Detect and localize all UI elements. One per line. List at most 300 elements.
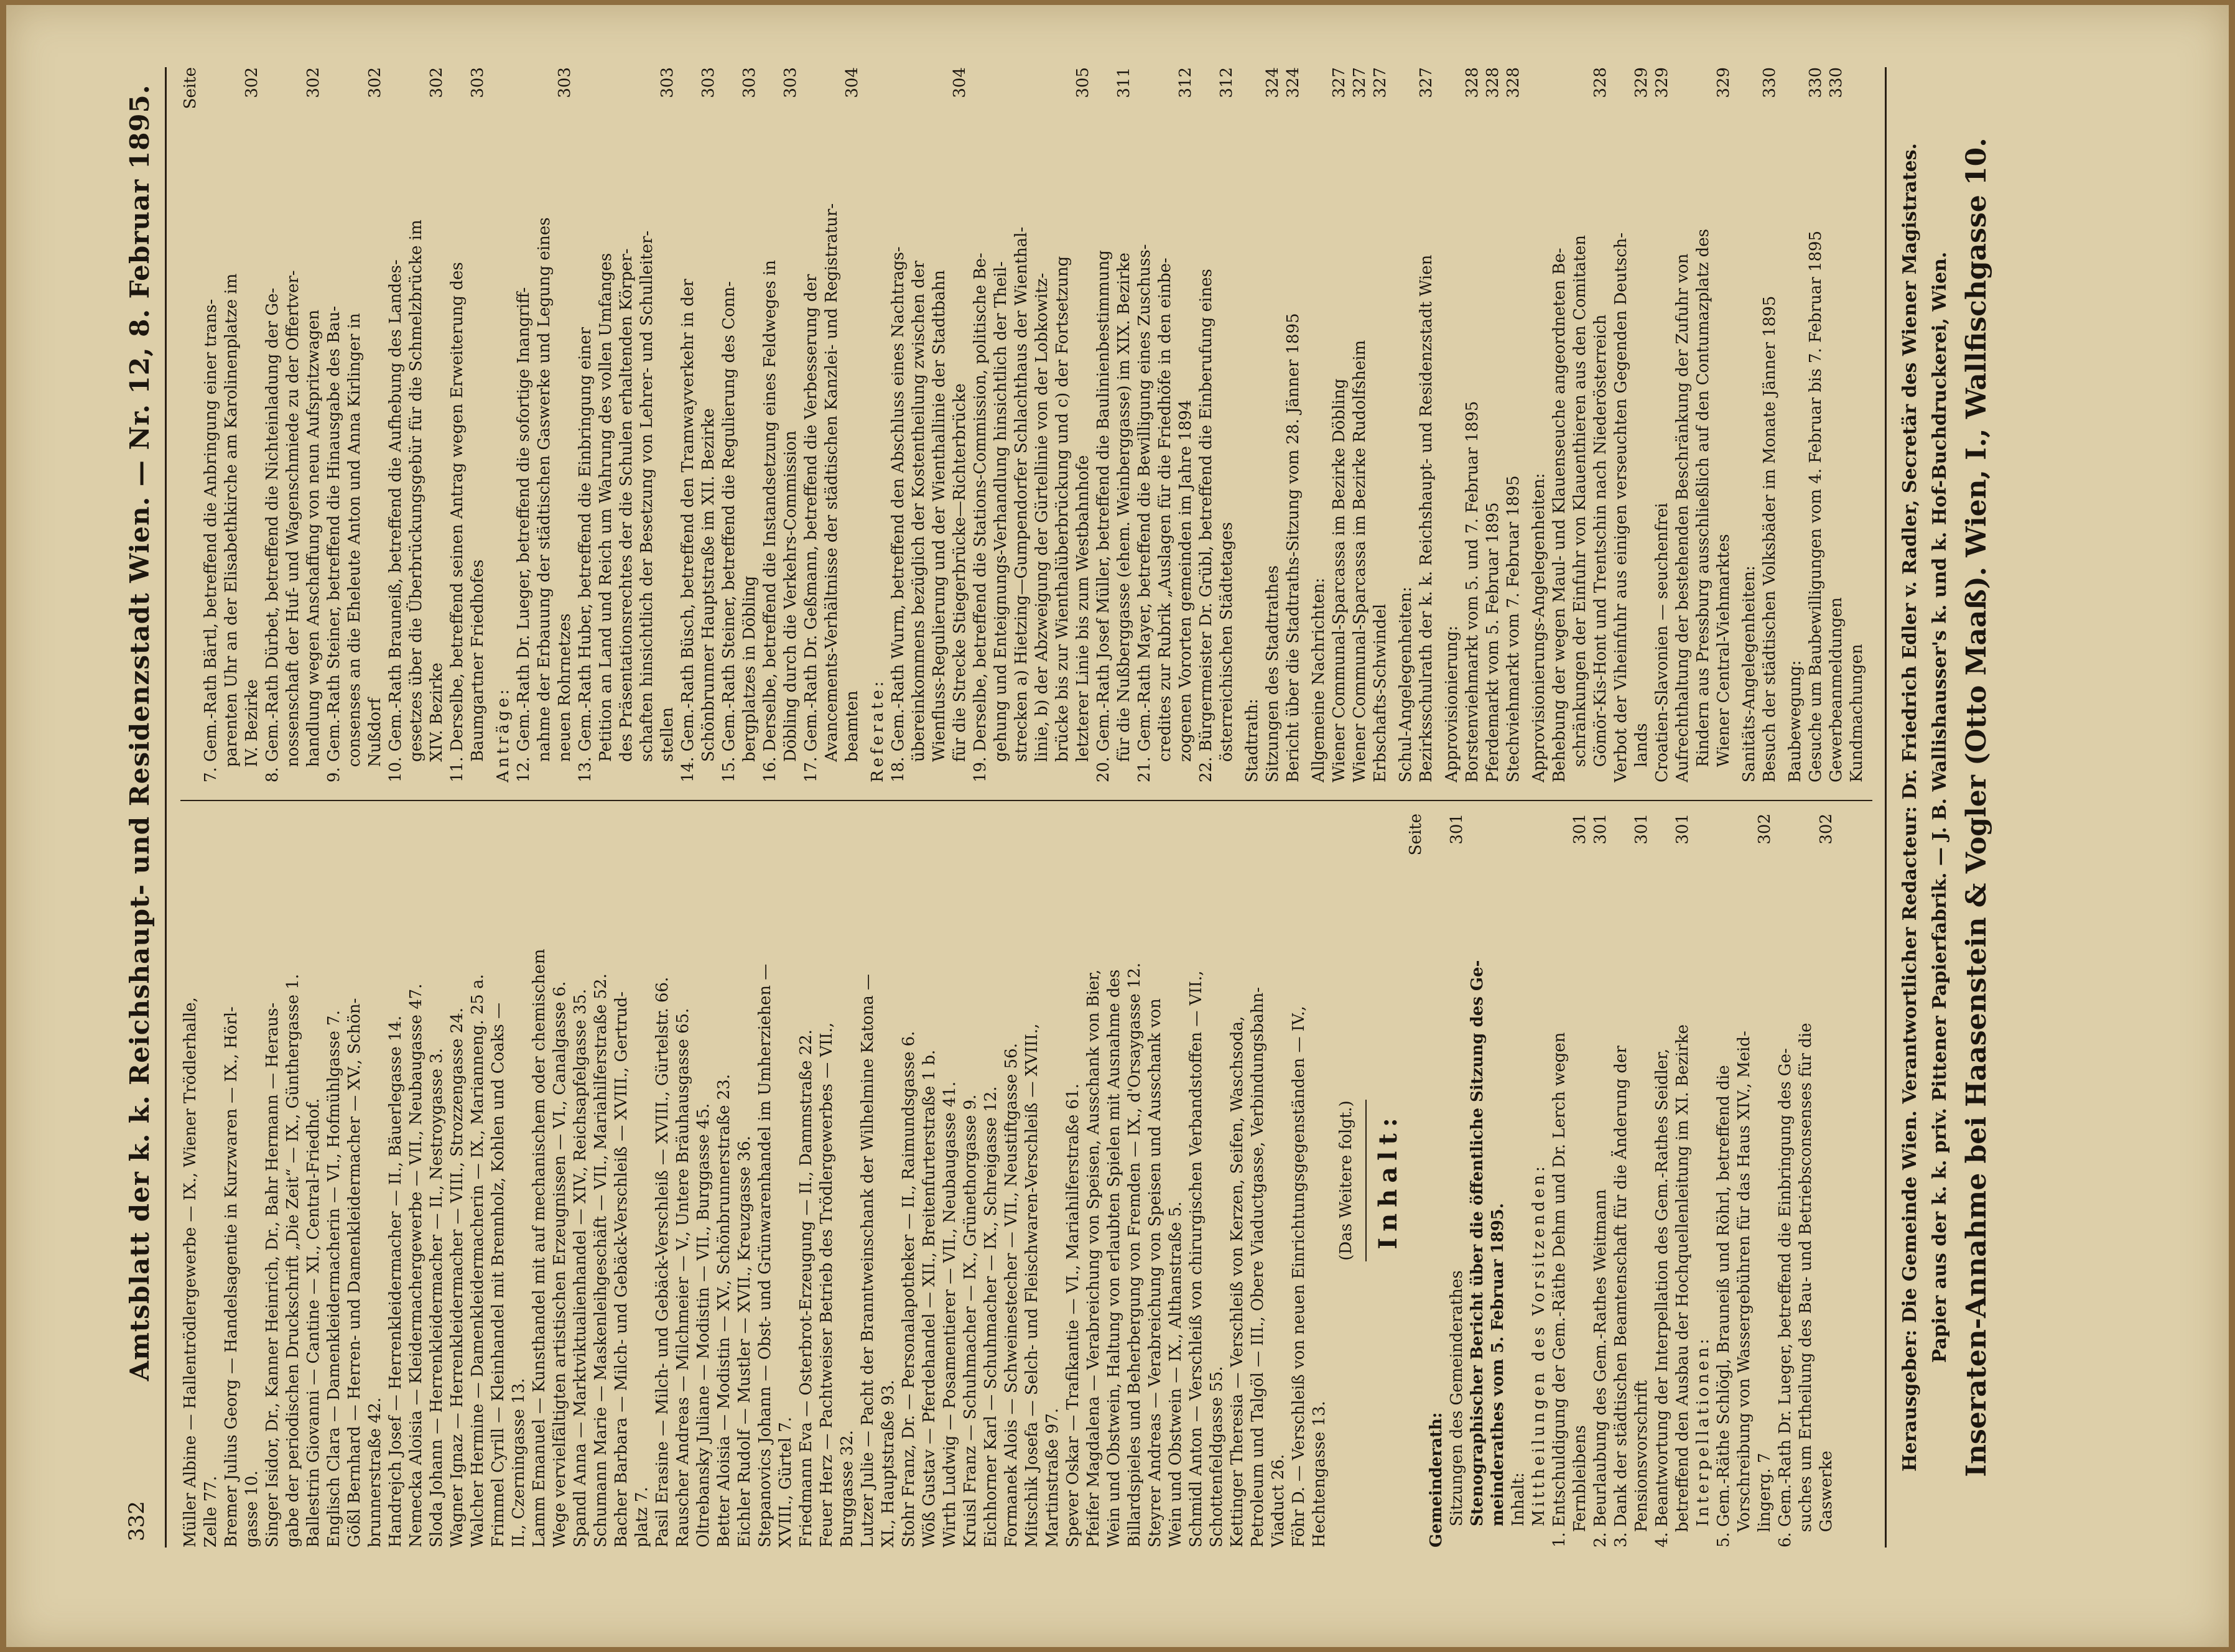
toc-entry [1760, 67, 1780, 782]
toc-entry-page: 304 [843, 67, 862, 98]
toc-entry [637, 67, 657, 782]
toc-entry [1796, 814, 1816, 1548]
right-column [180, 67, 1867, 782]
toc-entry [1094, 67, 1114, 782]
toc-entry-text: Pensionsvorschrift [1632, 1380, 1651, 1548]
toc-entry-text: Wienfluss-Regulierung und der Wienthallinie der Stadtbahn [930, 270, 949, 782]
toc-entry [929, 67, 950, 782]
register-line: Steyrer Andreas — Verabreichung von Speisen und Ausschank von [1146, 998, 1164, 1548]
toc-entry-text: 5. Gem.-Räthe Schlögl, Brauneiß und Röhrl, betreffend die [1714, 1065, 1733, 1548]
register-line: Petroleum und Talgöl — III., Obere Viaductgasse, Verbindungsbahn- [1248, 986, 1267, 1548]
toc-entry-text: beamten [843, 690, 862, 782]
register-line: Schottenfeldgasse 55. [1207, 1366, 1226, 1548]
toc-entry-page: 329 [1714, 67, 1733, 98]
toc-entry-text: Fernbleibens [1571, 1425, 1589, 1548]
toc-entry [1652, 67, 1673, 782]
section-divider [1365, 1100, 1367, 1261]
toc-entry [1350, 67, 1370, 782]
toc-entry-page: 302 [243, 67, 261, 98]
register-line: Eichhorner Karl — Schuhmacher — IX., Schreigasse 12. [982, 1086, 1000, 1548]
register-line: Stepanovics Johann — Obst- und Grünwarenhandel im Umherziehen — [756, 963, 774, 1548]
register-line: Schumann Marie — Maskenleihgeschäft — VII., Mariahilferstraße 52. [592, 973, 610, 1548]
seite-label: Seite [1406, 814, 1425, 856]
stadtrath-heading: Stadtrath: [1243, 698, 1262, 782]
register-line: Zelle 77. [202, 1475, 220, 1548]
allgemeine-heading: Allgemeine Nachrichten: [1309, 577, 1328, 782]
register-line: Formanek Alois — Schweinestecher — VII., Neustiftgasse 56. [1002, 1043, 1021, 1548]
register-line: Better Aloisia — Modistin — XV., Schönbrunnerstraße 23. [715, 1074, 733, 1548]
scanned-page [6, 5, 2229, 1647]
toc-entry [1673, 814, 1693, 1548]
toc-entry-text: Kundmachungen [1847, 644, 1866, 782]
register-line: Ballestrin Giovanni — Cantine — XI., Central-Friedhof. [304, 1098, 323, 1548]
toc-entry-text: handlung wegen Anschaffung von neun Aufspritzwagen [304, 309, 323, 782]
toc-entry-text: Gewerbeanmeldungen [1827, 597, 1846, 782]
toc-entry-text: Aufrechthaltung der bestehenden Beschränkung der Zufuhr von [1673, 253, 1692, 782]
approvisionierung-angelegenheiten-list [1550, 67, 1734, 782]
toc-entry-text: Pferdemarkt vom 5. Februar 1895 [1484, 502, 1502, 782]
toc-entry-text: 4. Beantwortung der Interpellation des Gem.-Rathes Seidler, [1653, 1048, 1671, 1548]
toc-entry-page: 330 [1827, 67, 1846, 98]
register-line: Wege vervielfältigten artistischen Erzeugnissen — VI., Canalgasse 6. [551, 981, 569, 1548]
toc-entry-text: credites zur Rubrik „Auslagen für die Friedhöfe in den einbe- [1156, 258, 1174, 782]
inhalt-subheading: Inhalt: [1509, 1472, 1528, 1526]
toc-entry-page: 302 [1755, 814, 1774, 845]
toc-entry-text: 12. Gem.-Rath Dr. Lueger, betreffend die sofortige Inangriff- [514, 287, 533, 782]
toc-entry-text: Wiener Communal-Sparcassa im Bezirke Döbling [1330, 378, 1349, 782]
toc-entry-text: suches um Ertheilung des Bau- und Betriebsconsenses für die [1796, 1023, 1815, 1548]
toc-entry-text: lands [1632, 723, 1651, 782]
register-line: Viaduct 26. [1269, 1454, 1288, 1548]
toc-entry-page: 303 [740, 67, 759, 98]
toc-entry [801, 67, 822, 782]
register-line: platz 7. [633, 1487, 651, 1548]
toc-entry-text: gesetzes über die Überbrückungsgebür für die Schmelzbrücke im [407, 220, 425, 782]
toc-entry [1135, 67, 1155, 782]
toc-entry-text: österreichischen Städtetages [1217, 522, 1236, 782]
toc-entry [242, 67, 263, 782]
toc-entry-text: lingerg. 7 [1755, 1452, 1774, 1548]
approvisionierung-heading: Approvisionierung: [1443, 625, 1461, 782]
toc-entry [1847, 67, 1867, 782]
bericht-title: Stenographischer Bericht über die öffentliche Sitzung des Ge- [1468, 960, 1487, 1526]
toc-entry-text: Schönbrunner Hauptstraße im XII. Bezirke [699, 408, 718, 782]
toc-entry-text: 6. Gem.-Rath Dr. Lueger, betreffend die Einbringung des Ge- [1776, 1048, 1795, 1548]
toc-entry-page: 328 [1504, 67, 1523, 98]
mittheilungen-list [1550, 814, 1693, 1548]
toc-entry [678, 67, 699, 782]
toc-entry-page: 303 [781, 67, 800, 98]
toc-entry [781, 67, 801, 782]
toc-entry-text: Vorschreibung von Wassergebühren für das Haus XIV., Meid- [1735, 1031, 1754, 1548]
interpellationen-heading: Interpellationen: [1694, 1335, 1712, 1526]
toc-entry-text: Borstenviehmarkt vom 5. und 7. Februar 1895 [1463, 401, 1482, 782]
toc-entry [534, 67, 555, 782]
toc-entry-text: für die Nußberggasse (ehem. Weinberggasse) im XIX. Bezirke [1115, 253, 1133, 782]
toc-entry [365, 67, 386, 782]
toc-entry [468, 67, 488, 782]
toc-entry [1196, 67, 1217, 782]
toc-entry-text: Stechviehmarkt vom 7. Februar 1895 [1504, 475, 1523, 782]
toc-entry-page: 305 [1074, 67, 1092, 98]
toc-entry-text: Gesuche um Baubewilligungen vom 4. Februar bis 7. Februar 1895 [1806, 230, 1825, 782]
toc-entry [1734, 814, 1755, 1548]
toc-entry-text: 21. Gem.-Rath Mayer, betreffend die Bewilligung eines Zuschuss- [1135, 244, 1154, 782]
register-line: Feuer Herz — Pachtweiser Betrieb des Trödlergewerbes — VII., [817, 1022, 836, 1548]
publisher-line: Herausgeber: Die Gemeinde Wien. Verantwortlicher Redacteur: Dr. Friedrich Edler v. Radler, Secretär des Wiener Magistrates. [1899, 143, 1921, 1472]
toc-entry-text: 10. Gem.-Rath Brauneiß, betreffend die Aufhebung des Landes- [386, 259, 405, 782]
toc-entry [514, 67, 534, 782]
toc-entry [1591, 814, 1611, 1548]
advertising-line: Inseraten-Annahme bei Haasenstein & Vogler (Otto Maaß). Wien, I., Wallfischgasse 10. [1961, 137, 1992, 1477]
toc-entry [1652, 814, 1673, 1548]
toc-entry-text: Croatien-Slavonien — seuchenfrei [1653, 503, 1671, 782]
toc-entry-page: 301 [1447, 814, 1466, 845]
footer-rule [1885, 67, 1887, 1548]
register-line: Spever Oskar — Trafikantie — VI., Mariahilferstraße 61. [1064, 1084, 1082, 1548]
toc-entry-text: Erbschafts-Schwindel [1371, 603, 1390, 782]
register-line: Billardspieles und Beherbergung von Fremden — IX., d'Orsaygasse 12. [1125, 962, 1144, 1548]
toc-entry [1329, 67, 1350, 782]
toc-entry-text: 22. Bürgermeister Dr. Grübl, betreffend die Einberufung eines [1197, 269, 1215, 782]
register-line: XVIII., Gürtel 7. [776, 1416, 795, 1548]
register-line: Stohr Franz, Dr. — Personalapotheker — II., Raimundsgasse 6. [899, 1031, 918, 1548]
toc-entry-text: Sitzungen des Gemeinderathes [1447, 1270, 1466, 1526]
toc-entry-text: gehung und Enteignungs-Verhandlung hinsichtlich der Theil- [992, 261, 1010, 782]
toc-entry [1693, 67, 1714, 782]
toc-entry [1370, 67, 1391, 782]
sanitaets-list [1760, 67, 1780, 782]
register-line: Müller Albine — Hallentrödlergewerbe — IX., Wiener Trödlerhalle, [181, 997, 200, 1548]
toc-entry-text: nossenschaft der Huf- und Wagenschmiede zu der Offertver- [284, 270, 302, 782]
schul-heading: Schul-Angelegenheiten: [1396, 587, 1415, 782]
register-line: Pfeifer Magdalena — Verabreichung von Speisen, Ausschank von Bier, [1084, 969, 1103, 1548]
interpellationen-cont-list [201, 67, 488, 782]
toc-entry [719, 67, 740, 782]
toc-entry-page: 303 [468, 67, 487, 98]
toc-entry-page: 328 [1484, 67, 1502, 98]
toc-entry-page: 303 [555, 67, 574, 98]
register-line: Mitschik Josefa — Selch- und Fleischwaren-Verschleiß — XVIII., [1023, 1023, 1041, 1548]
toc-entry-page: 302 [1817, 814, 1836, 845]
page-number: 332 [124, 1501, 149, 1541]
toc-entry [1714, 67, 1734, 782]
imprint-footer [1885, 67, 1999, 1548]
toc-entry-page: 312 [1176, 67, 1195, 98]
register-line: Pasil Erasine — Milch- und Gebäck-Verschleiß — XVIII., Gürtelstr. 66. [653, 977, 672, 1548]
toc-entry [1632, 67, 1652, 782]
toc-entry [1611, 67, 1632, 782]
register-line: Wirth Ludwig — Posamentierer — VII., Neubaugasse 41. [941, 1081, 959, 1548]
toc-entry-text: bergplatzes in Döbling [740, 575, 759, 782]
register-line: Wein und Obstwein — IX., Althanstraße 5. [1166, 1201, 1185, 1548]
toc-entry-text: des Präsentationsrechtes der die Schulen erhaltenden Körper- [617, 248, 636, 782]
toc-entry-text: 18. Gem.-Rath Wurm, betreffend den Abschluss eines Nachtrags- [889, 246, 908, 782]
toc-entry-page: 328 [1463, 67, 1482, 98]
toc-entry-page: 329 [1653, 67, 1671, 98]
toc-entry-text: Bezirksschulrath der k. k. Reichshaupt- und Residenzstadt Wien [1417, 254, 1436, 782]
toc-entry-text: betreffend den Ausbau der Hochquellenleitung im XI. Bezirke [1673, 1024, 1692, 1548]
toc-entry-text: IV. Bezirke [243, 679, 261, 782]
register-line: Lutzer Julie — Pacht der Branntweinschank der Wilhelmine Katona — [858, 973, 877, 1548]
register-line: Hechtengasse 13. [1310, 1401, 1329, 1548]
toc-entry [950, 67, 970, 782]
toc-entry [760, 67, 781, 782]
toc-entry-page: 301 [1591, 814, 1610, 845]
stadtrath-list [1263, 67, 1304, 782]
toc-entry [283, 67, 304, 782]
register-line: Oltrebansky Juliane — Modistin — VII., Burggasse 45. [694, 1103, 713, 1548]
toc-entry [1283, 67, 1304, 782]
register-line: Friedmann Eva — Osterbrot-Erzeugung — II., Dammstraße 22. [797, 1029, 815, 1548]
schul-list [1416, 67, 1437, 782]
toc-entry-text: Sitzungen des Stadtrathes [1263, 565, 1282, 782]
register-line: II., Czerningasse 13. [509, 1378, 528, 1548]
toc-entry [616, 67, 637, 782]
register-line: Singer Isidor, Dr., Kanner Heinrich, Dr., Bahr Hermann — Heraus- [263, 1002, 282, 1548]
toc-entry-text: Petition an Land und Reich um Wahrung des vollen Umfanges [597, 253, 615, 782]
toc-entry [1673, 67, 1693, 782]
toc-entry-text: 7. Gem.-Rath Bärtl, betreffend die Anbringung einer trans- [202, 299, 220, 782]
toc-entry [1775, 814, 1796, 1548]
toc-entry-page: 327 [1371, 67, 1390, 98]
toc-entry-page: 327 [1417, 67, 1436, 98]
register-line: Walcher Hermine — Damenkleidermacherin — IX., Marianneng. 25 a. [468, 974, 487, 1548]
toc-title: Inhalt: [1373, 1111, 1403, 1250]
register-line: Bacher Barbara — Milch- und Gebäck-Verschleiß — XVIII., Gertrud- [612, 991, 631, 1548]
toc-entry [1755, 814, 1775, 1548]
toc-entry [1447, 814, 1467, 1548]
masthead-title: Amtsblatt der k. k. Reichshaupt- und Residenzstadt Wien. — Nr. 12, 8. Februar 1895. [124, 84, 155, 1381]
toc-entry-text: linie, b) der Abzweigung der Gürtellinie von der Lobkowitz- [1033, 272, 1051, 782]
toc-entry-text: letzterer Linie bis zum Westbahnhofe [1074, 455, 1092, 782]
toc-entry-page: 324 [1284, 67, 1303, 98]
toc-entry-text: Baumgartner Friedhofes [468, 559, 487, 782]
toc-entry [1550, 67, 1570, 782]
toc-entry-text: XIV. Bezirke [427, 662, 446, 782]
toc-entry-text: Wiener Central-Viehmarktes [1714, 534, 1733, 782]
register-line: brunnerstraße 42. [366, 1397, 384, 1548]
toc-entry-page: 328 [1591, 67, 1610, 98]
toc-entry-page: 327 [1330, 67, 1349, 98]
toc-entry [1073, 67, 1094, 782]
toc-entry [970, 67, 991, 782]
toc-entry-text: 14. Gem.-Rath Büsch, betreffend den Tramwayverkehr in der [679, 279, 697, 782]
toc-entry-page: 303 [699, 67, 718, 98]
toc-entry-text: 8. Gem.-Rath Dürbet, betreffend die Nichteinladung der Ge- [263, 287, 282, 782]
toc-entry-text: strecken a) Hietzing—Gumpendorfer Schlachthaus der Wienthal- [1012, 226, 1031, 782]
toc-entry-text: Bericht über die Stadtraths-Sitzung vom 28. Jänner 1895 [1284, 313, 1303, 782]
toc-entry [596, 67, 616, 782]
toc-entry [1011, 67, 1032, 782]
toc-entry [1570, 814, 1591, 1548]
interpellationen-list [1714, 814, 1837, 1548]
bericht-title-cont: meinderathes vom 5. Februar 1895. [1489, 1203, 1507, 1526]
toc-entry-text: Döbling durch die Verkehrs-Commission [781, 430, 800, 782]
register-line: Wagner Ignaz — Herrenkleidermacher — VIII., Strozzengasse 24. [448, 1008, 467, 1548]
toc-entry [324, 67, 345, 782]
toc-entry [1155, 67, 1176, 782]
register-line: Sloda Johann — Herrenkleidermacher — II., Nestroygasse 3. [427, 1048, 446, 1548]
newspaper-page [56, 42, 2183, 1610]
trade-register-list [180, 814, 1330, 1548]
toc-entry [699, 67, 719, 782]
rotated-content [6, 5, 2229, 1647]
register-line: Schmidl Anton — Verschleiß von chirurgischen Verbandstoffen — VII., [1187, 970, 1206, 1548]
toc-entry-text: Behebung der wegen Maul- und Klauenseuche angeordneten Be- [1550, 248, 1569, 782]
referate-heading: Referate: [868, 678, 887, 782]
register-line: Gößl Bernhard — Herren- und Damenkleidermacher — XV., Schön- [345, 998, 364, 1548]
toc-entry [1806, 67, 1826, 782]
toc-entry-page: 324 [1263, 67, 1282, 98]
toc-entry [1816, 814, 1837, 1548]
toc-entry-text: 17. Gem.-Rath Dr. Geßmann, betreffend die Verbesserung der [802, 274, 820, 782]
toc-entry-text: schränkungen der Einfuhr von Klauenthieren aus den Comitaten [1571, 234, 1589, 782]
register-line: XI., Hauptstraße 93. [879, 1380, 898, 1548]
register-line: Burggasse 32. [838, 1430, 857, 1548]
toc-entry [991, 67, 1011, 782]
toc-entry [345, 67, 365, 782]
toc-entry-text: stellen [658, 707, 677, 782]
toc-entry-text: Verbot der Viheinfuhr aus einigen verseuchten Gegenden Deutsch- [1612, 232, 1630, 782]
toc-entry [406, 67, 427, 782]
column-divider [180, 800, 1872, 801]
toc-entry-text: übereinkommens bezüglich der Kostentheilung zwischen der [909, 261, 928, 782]
register-line: Englisch Clara — Damenkleidermacherin — VI., Hofmühlgasse 7. [325, 1010, 343, 1548]
toc-entry [427, 67, 447, 782]
toc-entry-text: zogenen Vororten gemeinden im Jahre 1894 [1176, 399, 1195, 782]
register-line: gasse 10. [243, 1470, 261, 1548]
toc-entry-page: 311 [1115, 67, 1133, 98]
toc-entry [740, 67, 760, 782]
toc-entry-text: 15. Gem.-Rath Steiner, betreffend die Regulierung des Conn- [720, 281, 738, 782]
toc-entry-page: 302 [304, 67, 323, 98]
toc-entry [575, 67, 596, 782]
mittheilungen-heading: Mittheilungen des Vorsitzenden: [1530, 1163, 1548, 1526]
toc-entry [1611, 814, 1632, 1548]
baubewegung-heading: Baubewegung: [1786, 660, 1805, 782]
toc-entry-text: 3. Dank der städtischen Beamtenschaft für die Änderung der [1612, 1046, 1630, 1548]
toc-entry [1114, 67, 1135, 782]
table-of-contents [1373, 814, 1837, 1548]
approvisionierung-angelegenheiten-heading: Approvisionierungs-Angelegenheiten: [1530, 473, 1548, 782]
toc-entry [1176, 67, 1196, 782]
toc-entry-page: 302 [427, 67, 446, 98]
toc-entry [1032, 67, 1052, 782]
printer-line: Papier aus der k. k. priv. Pittener Papierfabrik. — J. B. Wallishausser's k. und k. Hof-Buchdruckerei, Wien. [1929, 251, 1951, 1363]
allgemeine-list [1329, 67, 1391, 782]
seite-label: Seite [181, 67, 200, 109]
toc-entry-text: brücke bis zur Wienthalüberbrückung und c) der Fortsetzung [1053, 256, 1072, 782]
page-header [124, 42, 174, 1610]
toc-entry [1714, 814, 1734, 1548]
toc-entry-text: 20. Gem.-Rath Josef Müller, betreffend die Baulinienbestimmung [1094, 250, 1113, 782]
toc-entry-page: 330 [1760, 67, 1779, 98]
left-column [180, 814, 1837, 1548]
toc-entry-text: Avancements-Verhältnisse der städtischen Kanzlei- und Registratur- [822, 203, 841, 782]
register-line: gabe der periodischen Druckschrift „Die Zeit“ — IX., Günthergasse 1. [284, 973, 302, 1548]
toc-entry [386, 67, 406, 782]
toc-entry [221, 67, 242, 782]
toc-entry-text: 1. Entschuldigung der Gem.-Räthe Dehm und Dr. Lerch wegen [1550, 1032, 1569, 1548]
toc-entry-text: Besuch der städtischen Volksbäder im Monate Jänner 1895 [1760, 295, 1779, 782]
register-line: Lamm Emanuel — Kunsthandel mit auf mechanischem oder chemischem [530, 949, 549, 1548]
register-line: Nemecka Aloisia — Kleidermachergewerbe — VII., Neubaugasse 47. [407, 983, 425, 1548]
toc-entry-text: consenses an die Eheleute Anton und Anna Kirlinger in [345, 313, 364, 782]
toc-entry-text: 16. Derselbe, betreffend die Instandsetzung eines Feldweges in [761, 259, 779, 782]
toc-entry [201, 67, 221, 782]
sanitaets-heading: Sanitäts-Angelegenheiten: [1740, 565, 1759, 782]
toc-entry [1632, 814, 1652, 1548]
toc-entry [1052, 67, 1073, 782]
continued-note: (Das Weitere folgt.) [1337, 1100, 1355, 1261]
header-rule [165, 67, 167, 1548]
toc-entry-page: 301 [1571, 814, 1589, 845]
toc-entry-page: 301 [1632, 814, 1651, 845]
toc-entry-page: 330 [1806, 67, 1825, 98]
toc-entry-page: 329 [1632, 67, 1651, 98]
toc-entry [1483, 67, 1503, 782]
register-line: Handrejch Josef — Herrenkleidermacher — II., Bäuerlegasse 14. [386, 1015, 405, 1548]
register-line: Eichler Rudolf — Mustler — XVII., Kreuzgasse 36. [735, 1135, 754, 1548]
toc-entry-text: schaften hinsichtlich der Besetzung von Lehrer- und Schulleiter- [638, 230, 656, 782]
toc-entry-text: Gömör-Kis-Hont und Trentschin nach Niederösterreich [1591, 314, 1610, 782]
toc-entry [1550, 814, 1570, 1548]
register-line: Martinstraße 97. [1043, 1408, 1062, 1548]
toc-entry-text: parenten Uhr an der Elisabethkirche am Karolinenplatze im [222, 273, 241, 782]
approvisionierung-list [1462, 67, 1524, 782]
toc-entry [909, 67, 929, 782]
toc-entry [263, 67, 283, 782]
toc-entry-page: 304 [950, 67, 969, 98]
toc-entry [888, 67, 909, 782]
register-line: Frimmel Cyrill — Kleinhandel mit Brennholz, Kohlen und Coaks — [489, 1002, 508, 1548]
toc-entry-text: nahme der Erbauung der städtischen Gaswerke und Legung eines [535, 217, 554, 782]
toc-entry [1570, 67, 1591, 782]
toc-entry-text: Wiener Communal-Sparcassa im Bezirke Rudolfsheim [1350, 340, 1369, 782]
toc-entry-text: 13. Gem.-Rath Huber, betreffend die Einbringung einer [576, 327, 595, 782]
toc-entry [1416, 67, 1437, 782]
register-line: Wein und Obstwein, Haltung von erlaubten Spielen mit Ausnahme des [1105, 969, 1123, 1548]
toc-entry [1826, 67, 1847, 782]
toc-entry-page: 327 [1350, 67, 1369, 98]
toc-entry [1503, 67, 1524, 782]
register-line: Bremer Julius Georg — Handelsagentie in Kurzwaren — IX., Hörl- [222, 1006, 241, 1548]
toc-entry [555, 67, 575, 782]
register-line: Spandl Anna — Marktviktualienhandel — XIV., Reichsapfelgasse 35. [571, 988, 590, 1548]
toc-entry-text: Rindern aus Pressburg ausschließlich auf den Contumazplatz des [1694, 228, 1712, 782]
toc-entry [1462, 67, 1483, 782]
toc-entry [842, 67, 863, 782]
toc-entry [822, 67, 842, 782]
toc-entry-text: Nußdorf [366, 697, 384, 782]
register-line: Kettinger Theresia — Verschleiß von Kerzen, Seifen, Waschsoda, [1228, 1016, 1247, 1548]
toc-entry [304, 67, 324, 782]
toc-entry-text: 9. Gem.-Rath Steiner, betreffend die Hinausgabe des Bau- [325, 305, 343, 782]
toc-entry-text: Gaswerke [1817, 1450, 1836, 1548]
toc-entry-page: 303 [658, 67, 677, 98]
register-line: Föhr D. — Verschleiß von neuen Einrichtungsgegenständen — IV., [1289, 1006, 1308, 1548]
antraege-heading: Anträge: [494, 686, 513, 782]
toc-entry-page: 301 [1673, 814, 1692, 845]
toc-entry [447, 67, 468, 782]
referate-list [888, 67, 1237, 782]
toc-entry-text: 11. Derselbe, betreffend seinen Antrag wegen Erweiterung des [448, 262, 467, 782]
register-line: Wöß Gustav — Pferdehandel — XII., Breitenfurterstraße 1 b. [920, 1049, 939, 1548]
baubewegung-list [1806, 67, 1867, 782]
toc-entry [1217, 67, 1237, 782]
register-line: Rauscher Andreas — Milchmeier — V., Untere Bräuhausgasse 65. [674, 1008, 692, 1548]
